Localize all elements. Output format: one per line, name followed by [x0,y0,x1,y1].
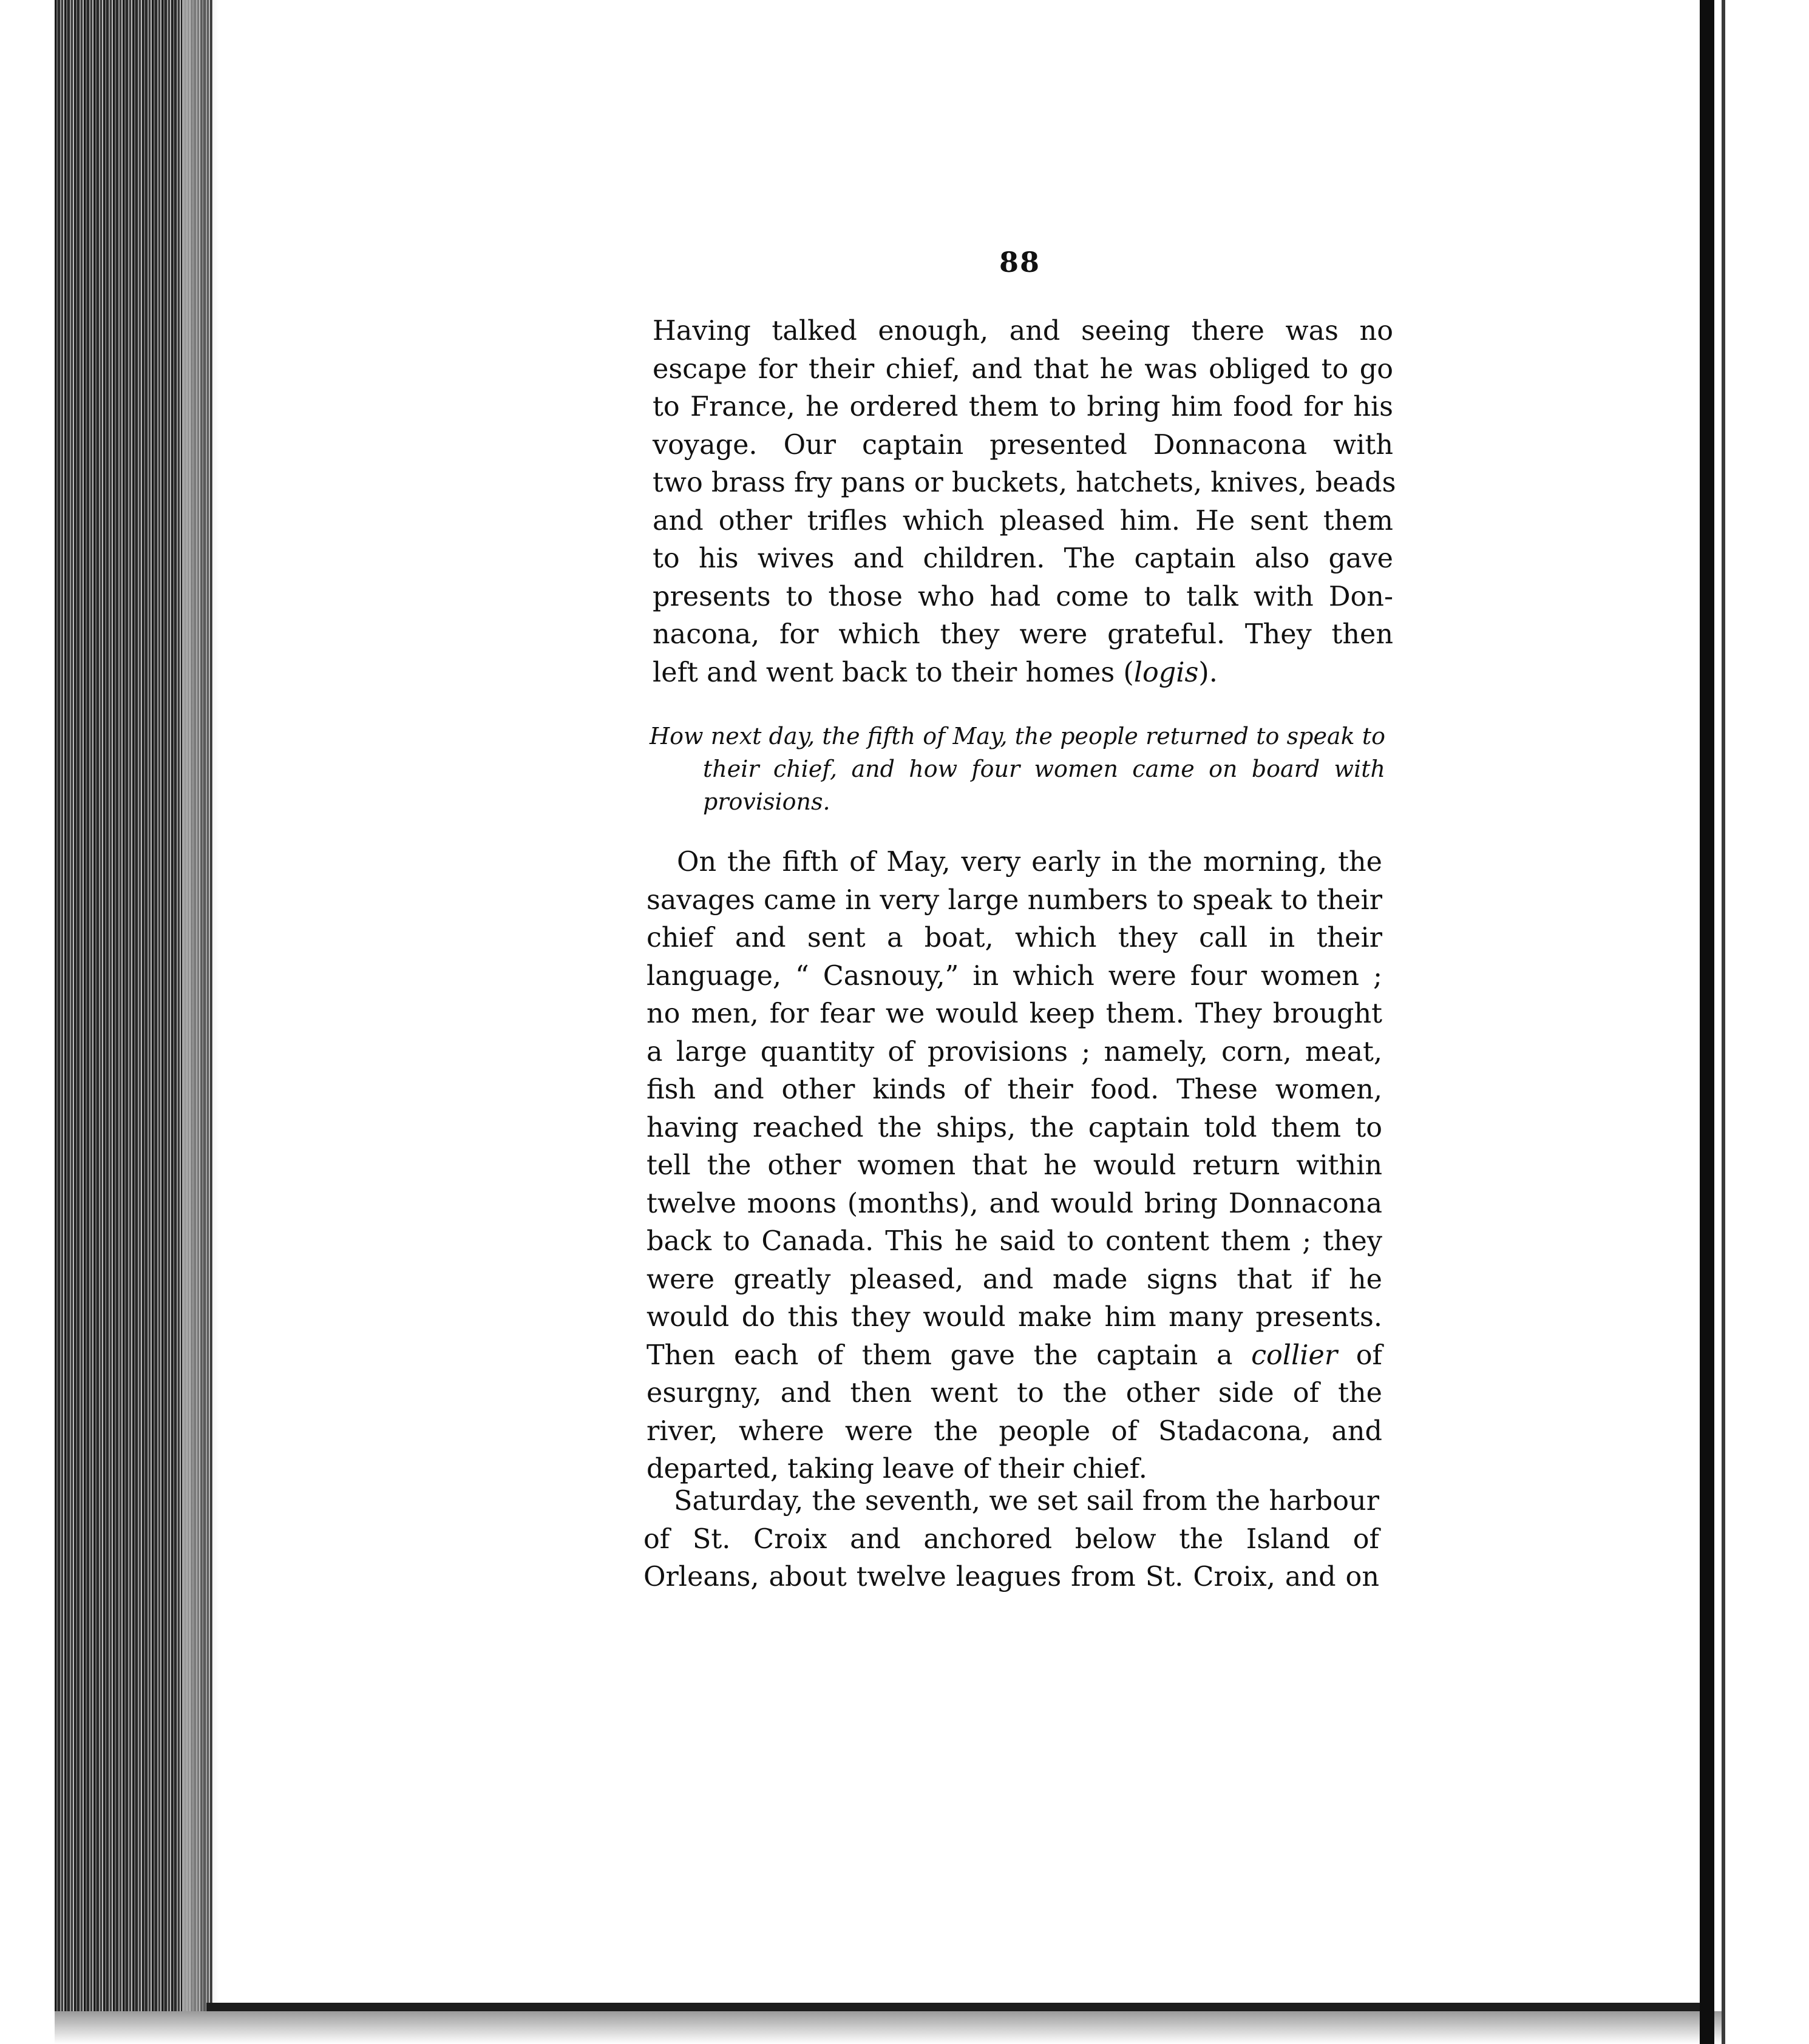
text-fragment: ). [1198,657,1218,688]
text-line: escape for their chief, and that he was obliged to go [653,353,1393,385]
page-right-edge [1700,0,1714,2044]
text-line: language, “ Casnouy,” in which were four women ; [647,960,1382,992]
italic-term: collier [1251,1339,1338,1371]
paragraph-3 [643,1483,1379,1597]
text-fragment: of [1337,1339,1382,1371]
text-line: and other trifles which pleased him. He sent them [653,505,1393,536]
text-line [647,1337,1382,1375]
book-edge-shadow [182,0,219,2044]
text-fragment: left and went back to their homes ( [653,657,1134,688]
heading-line: their chief, and how four women came on board with [703,756,1385,782]
text-line: esurgny, and then went to the other side of the [647,1378,1382,1409]
text-line: Orleans, about twelve leagues from St. Croix, and on [643,1562,1379,1592]
scan-margin-right [1725,0,1809,2044]
page-number: 88 [999,246,1040,279]
text-line: to his wives and children. The captain also gave [653,543,1393,574]
text-line: back to Canada. This he said to content them ; they [647,1226,1382,1257]
heading-line: How next day, the fifth of May, the people returned to speak to [650,723,1385,750]
text-line: a large quantity of provisions ; namely, corn, meat, [647,1036,1382,1068]
text-line-last [653,654,1393,692]
text-line: fish and other kinds of their food. These women, [647,1074,1382,1105]
text-line: river, where were the people of Stadacona, and [647,1415,1382,1447]
text-line: On the fifth of May, very early in the morning, the [677,847,1382,878]
text-line: of St. Croix and anchored below the Island of [643,1523,1379,1555]
text-line: Saturday, the seventh, we set sail from the harbour [674,1486,1379,1517]
paragraph-2 [647,844,1382,1489]
paragraph-1 [653,313,1396,692]
text-line: nacona, for which they were grateful. They then [653,619,1393,650]
text-line: having reached the ships, the captain told them to [647,1112,1382,1143]
page-bottom-shadow [55,2011,1809,2044]
text-line: two brass fry pans or buckets, hatchets, knives, beads [653,467,1396,498]
text-line: voyage. Our captain presented Donnacona with [653,429,1393,461]
text-line: to France, he ordered them to bring him food for his [653,391,1393,422]
text-line: no men, for fear we would keep them. They brought [647,998,1382,1029]
page-bottom-edge [206,2003,1700,2011]
section-heading [650,720,1385,818]
text-line: chief and sent a boat, which they call in their [647,922,1382,953]
heading-line: provisions. [703,788,830,815]
text-line-last: departed, taking leave of their chief. [647,1453,1147,1484]
text-line: would do this they would make him many presents. [647,1302,1382,1333]
text-line: twelve moons (months), and would bring Donnacona [647,1188,1382,1219]
text-line: were greatly pleased, and made signs that if he [647,1264,1382,1295]
text-line: Having talked enough, and seeing there was no [653,316,1393,347]
text-fragment: Then each of them gave the captain a [647,1339,1252,1371]
scan-margin-left [0,0,55,2044]
text-line: tell the other women that he would return within [647,1150,1382,1181]
italic-term: logis [1133,657,1199,688]
text-line: presents to those who had come to talk with Don- [653,581,1393,612]
text-line: savages came in very large numbers to speak to their [647,884,1382,916]
